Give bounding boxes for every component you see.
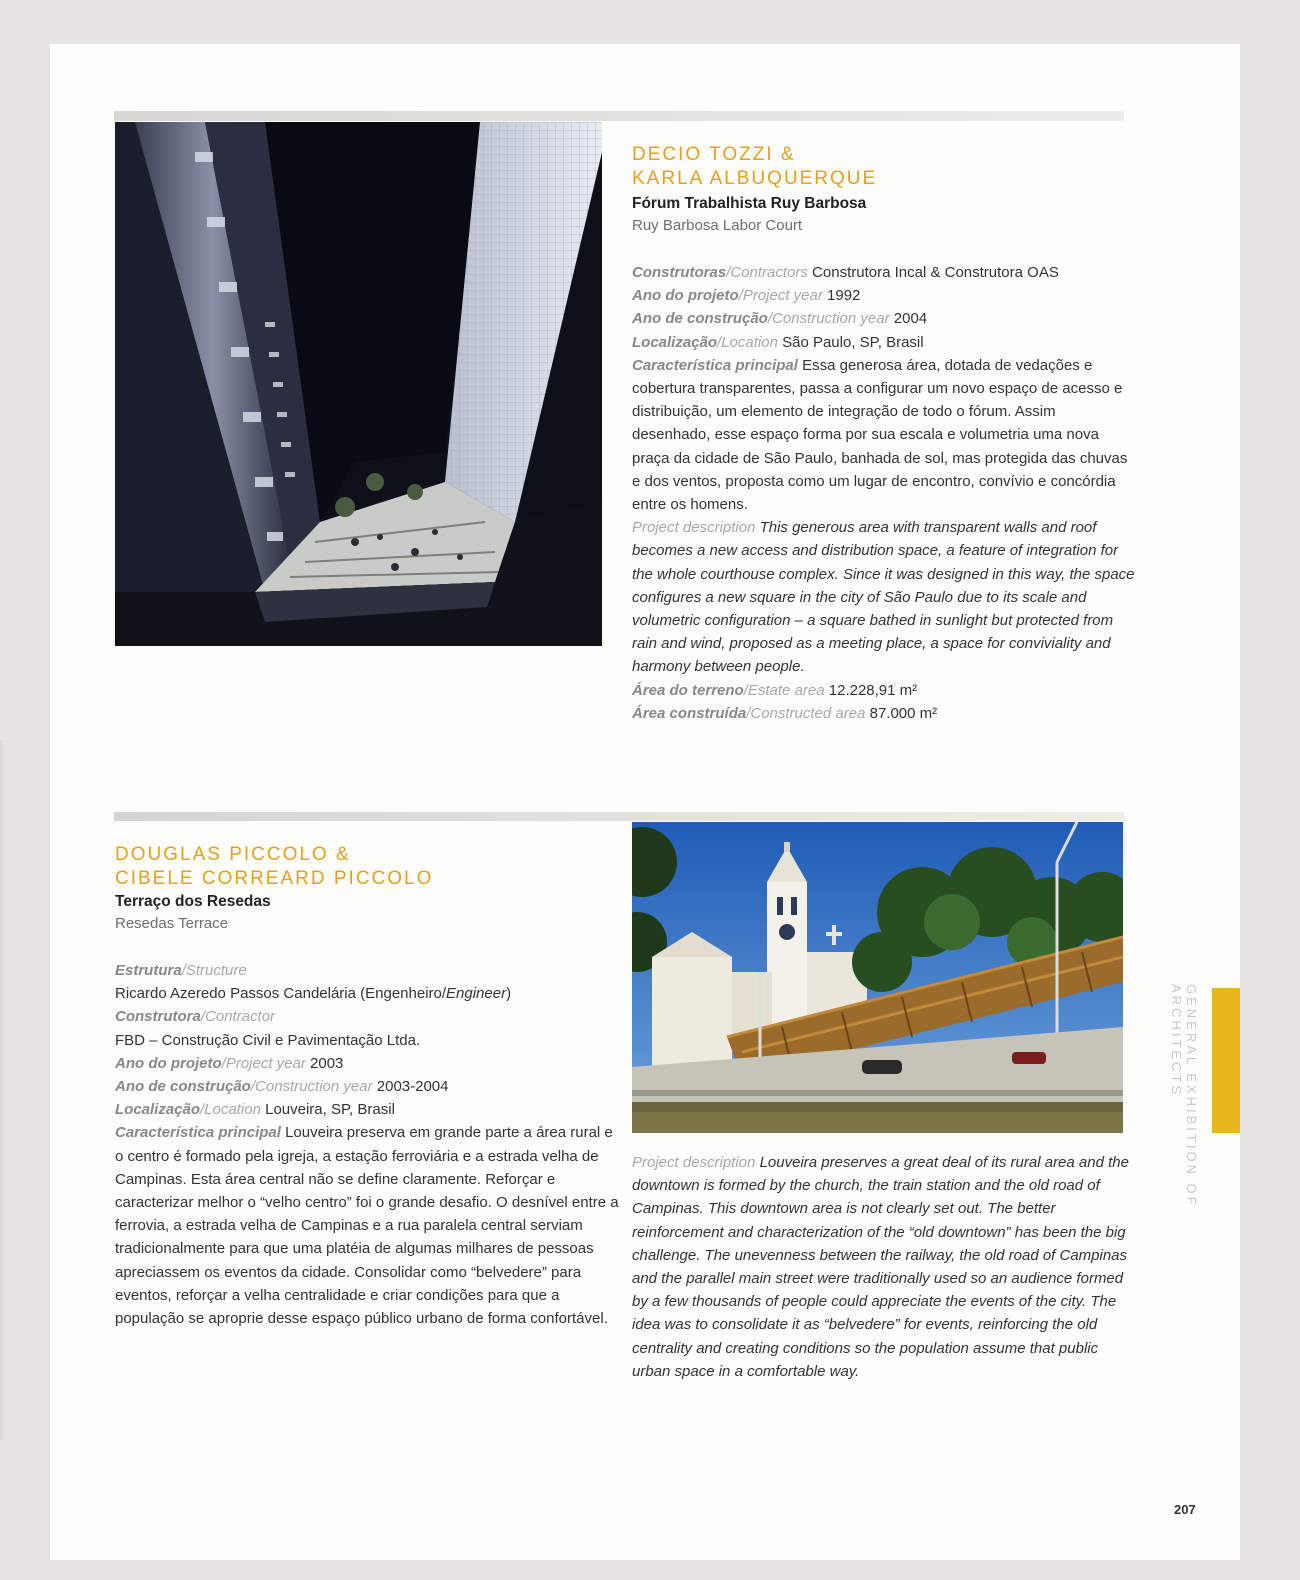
- project1-construction: Ano de construção/Construction year 2004: [632, 310, 928, 328]
- project1-contractors: Construtoras/Contractors Construtora Incal & Construtora OAS: [632, 264, 1059, 281]
- project1-specs: [632, 261, 1137, 725]
- project2-description: Project description Louveira preserves a great deal of its rural area and the downtown is formed by the church, the train station and the old road of Campinas. This downtown area is not clearly set out. The better reinforcement and characterization of the “old downtown” has been the big challenge. The unevenness between the railway, the old road of Campinas and the parallel main street were traditionally used so an audience formed by a few thousands of people could appreciate the events of the city. The idea was to consolidate it as “belvedere” for events, reinforcing the old centrality and creating conditions so the population assume that public urban space in a comfortable way.: [632, 1154, 1129, 1380]
- project1-year: Ano do projeto/Project year 1992: [632, 287, 861, 305]
- project2-subtitle: Resedas Terrace: [115, 915, 229, 932]
- project1-feature: Característica principal Essa generosa área, dotada de vedações e cobertura transparentes, passa a configurar um novo espaço de acesso e distribuição, um elemento de integração de todo o fórum. Assim desenhado, esse espaço forma por sua escala e volumetria uma nova praça da cidade de São Paulo, banhada de sol, mas protegida das chuvas e dos ventos, proposta como um lugar de encontro, convívio e concórdia entre os homens.: [632, 356, 1128, 514]
- project2-feature: Característica principal Louveira preserva em grande parte a área rural e o centro é formado pela igreja, a estação ferroviária e a estrada velha de Campinas. Esta área central não se define claramente. Reforçar e caracterizar melhor o “velho centro” foi o grande desafio. O desnível entre a ferrovia, a estrada velha de Campinas e a rua paralela central serviam tradicionalmente para que uma platéia de algumas milhares de pessoas apreciassem os eventos da cidade. Consolidar como “belvedere” para eventos, reforçar a velha centralidade e criar condições para que a população se aproprie desse espaço público urbano de forma confortável.: [115, 1124, 619, 1328]
- project1-subtitle: Ruy Barbosa Labor Court: [632, 217, 803, 234]
- project1-architect-line1: DECIO TOZZI &: [632, 144, 796, 165]
- section-side-label: GENERAL EXHIBITION OF ARCHITECTS: [1169, 984, 1199, 1208]
- project1-text: [632, 143, 1137, 725]
- project2-year: Ano do projeto/Project year 2003: [115, 1054, 344, 1072]
- middle-rule: [114, 812, 1124, 821]
- project1-title: Fórum Trabalhista Ruy Barbosa: [632, 195, 867, 212]
- project2-title: Terraço dos Resedas: [115, 893, 271, 910]
- page-edge-shadow: [0, 740, 6, 1440]
- section-color-tab: [1212, 988, 1240, 1133]
- project2-location: Localização/Location Louveira, SP, Brasil: [115, 1101, 395, 1119]
- book-page: [50, 44, 1240, 1560]
- church-bridge-photo: [632, 822, 1123, 1133]
- project1-description: Project description This generous area with transparent walls and roof becomes a new access and distribution space, a feature of integration for the whole courthouse complex. Since it was designed in this way, the space configures a new square in the city of São Paulo due to its scale and volumetric configuration – a square bathed in sunlight but protected from rain and wind, proposed as a meeting place, a space for conviviality and harmony between people.: [632, 519, 1135, 676]
- project2-contractor-value: FBD – Construção Civil e Pavimentação Ltda.: [115, 1031, 421, 1049]
- project2-structure-label: Estrutura/Structure: [115, 962, 247, 979]
- project1-location: Localização/Location São Paulo, SP, Brasil: [632, 333, 924, 351]
- atrium-photo: [115, 122, 602, 646]
- top-rule: [114, 111, 1124, 121]
- project1-built-area: Área construída/Constructed area 87.000 m²: [632, 704, 938, 722]
- project2-construction: Ano de construção/Construction year 2003-2004: [115, 1078, 449, 1096]
- project2-structure-value: Ricardo Azeredo Passos Candelária (Engenheiro/Engineer): [115, 985, 512, 1003]
- project2-architect-line1: DOUGLAS PICCOLO &: [115, 844, 351, 865]
- project2-specs: [115, 959, 625, 1330]
- project2-text: [115, 843, 625, 1330]
- page-number: 207: [1174, 1502, 1196, 1517]
- project1-estate-area: Área do terreno/Estate area 12.228,91 m²: [632, 681, 918, 699]
- project2-contractor-label: Construtora/Contractor: [115, 1008, 276, 1026]
- project1-architect-line2: KARLA ALBUQUERQUE: [632, 168, 878, 189]
- project2-architect-line2: CIBELE CORREARD PICCOLO: [115, 868, 434, 889]
